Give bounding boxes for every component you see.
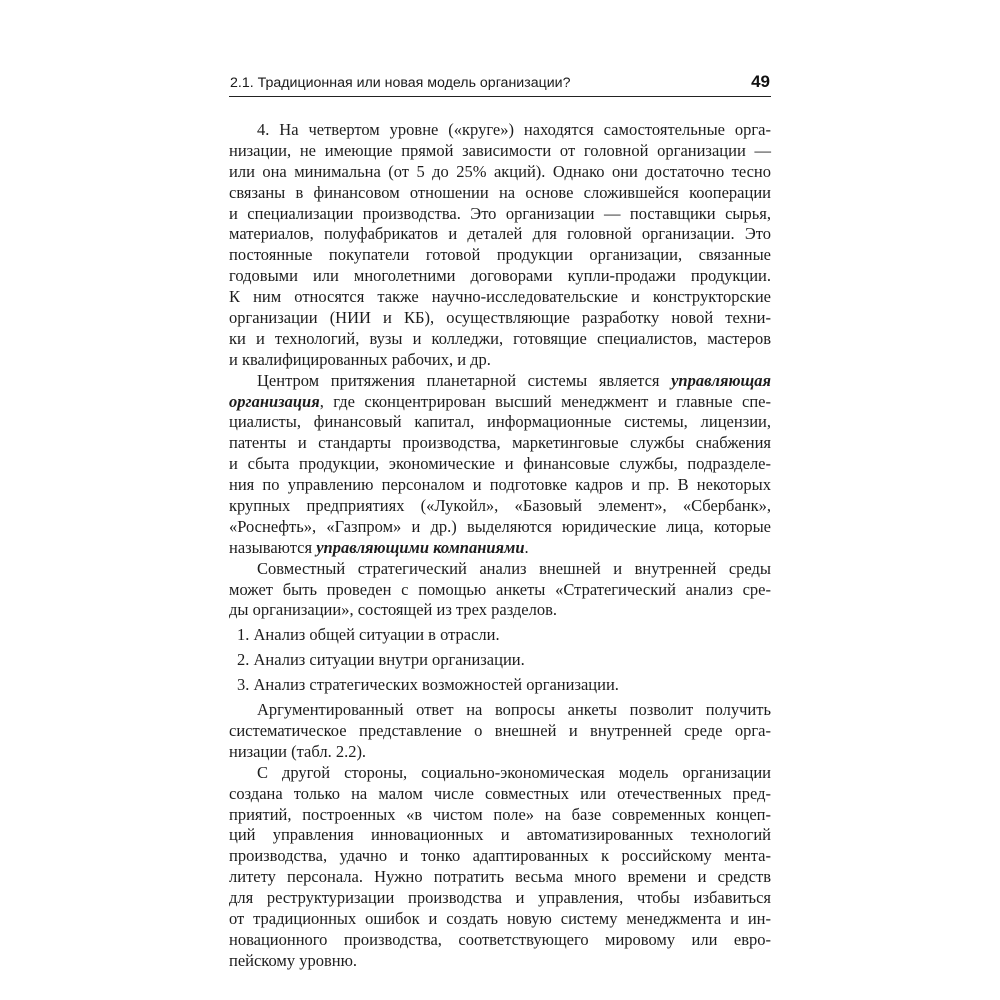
numbered-list bbox=[229, 625, 771, 696]
text-segment: . bbox=[524, 537, 529, 557]
text-line: и сбыта продукции, экономические и финансовые службы, подразделе- bbox=[229, 454, 771, 474]
text-line: крупных предприятиях («Лукойл», «Базовый элемент», «Сбербанк», bbox=[229, 496, 771, 516]
text-segment: Центром притяжения планетарной системы является bbox=[257, 370, 672, 390]
text-line: ды организации», состоящей из трех разделов. bbox=[229, 600, 558, 620]
text-segment: , где сконцентрирован высший менеджмент и главные спе- bbox=[319, 391, 771, 411]
text-line: ки и технологий, вузы и колледжи, готовящие специалистов, мастеров bbox=[229, 328, 771, 348]
running-header bbox=[229, 74, 771, 97]
text-line: циалисты, финансовый капитал, информационные системы, лицензии, bbox=[229, 412, 771, 432]
body-text bbox=[229, 120, 771, 972]
text-line: постоянные покупатели готовой продукции организации, связанные bbox=[229, 245, 771, 265]
paragraph-3 bbox=[229, 559, 771, 622]
text-line: материалов, полуфабрикатов и деталей для головной организации. Это bbox=[229, 224, 771, 244]
text-line: производства, удачно и тонко адаптированных к российскому мента- bbox=[229, 846, 771, 866]
page-number: 49 bbox=[751, 72, 770, 91]
text-line: от традиционных ошибок и создать новую систему менеджмента и ин- bbox=[229, 908, 771, 928]
text-line: может быть проведен с помощью анкеты «Стратегический анализ сре- bbox=[229, 579, 771, 599]
text-line: приятий, построенных «в чистом поле» на базе современных концеп- bbox=[229, 804, 771, 824]
paragraph-1 bbox=[229, 120, 771, 371]
emphasis-term: организация bbox=[229, 391, 320, 411]
text-line: патенты и стандарты производства, маркетинговые службы снабжения bbox=[229, 433, 771, 453]
text-line: Совместный стратегический анализ внешней и внутренней среды bbox=[257, 558, 771, 578]
paragraph-2 bbox=[229, 371, 771, 559]
emphasis-term: управляющая bbox=[671, 370, 771, 390]
text-line: организации (НИИ и КБ), осуществляющие разработку новой техни- bbox=[229, 308, 771, 328]
text-line: ций управления инновационных и автоматизированных технологий bbox=[229, 825, 771, 845]
text-line: низации, не имеющие прямой зависимости от головной организации — bbox=[229, 140, 771, 160]
text-line: создана только на малом числе совместных или отечественных пред- bbox=[229, 783, 771, 803]
text-line bbox=[229, 392, 771, 413]
text-line: 4. На четвертом уровне («круге») находятся самостоятельные орга- bbox=[257, 120, 771, 139]
text-line: К ним относятся также научно-исследовательские и конструкторские bbox=[229, 287, 771, 307]
list-item: 2. Анализ ситуации внутри организации. bbox=[237, 650, 525, 670]
text-line: ния по управлению персоналом и подготовке кадров и пр. В некоторых bbox=[229, 475, 771, 495]
text-line: и специализации производства. Это организации — поставщики сырья, bbox=[229, 203, 771, 223]
text-line: «Роснефть», «Газпром» и др.) выделяются юридические лица, которые bbox=[229, 516, 771, 536]
text-line: низации (табл. 2.2). bbox=[229, 741, 367, 761]
text-line: новационного производства, соответствующего мировому или евро- bbox=[229, 929, 771, 949]
list-item: 3. Анализ стратегических возможностей организации. bbox=[237, 675, 619, 695]
text-line: С другой стороны, социально-экономическая модель организации bbox=[257, 762, 771, 782]
text-line: Аргументированный ответ на вопросы анкеты позволит получить bbox=[257, 700, 771, 720]
chapter-title: 2.1. Традиционная или новая модель организации? bbox=[230, 75, 571, 91]
text-line bbox=[229, 371, 771, 392]
paragraph-4 bbox=[229, 700, 771, 763]
text-line: систематическое представление о внешней и внутренней среде орга- bbox=[229, 720, 771, 740]
text-line: литету персонала. Нужно потратить весьма много времени и средств bbox=[229, 867, 771, 887]
text-segment: называются bbox=[229, 537, 317, 557]
list-item: 1. Анализ общей ситуации в отрасли. bbox=[237, 625, 500, 645]
text-line: пейскому уровню. bbox=[229, 950, 358, 970]
text-line: связаны в финансовом отношении на основе сложившейся кооперации bbox=[229, 182, 771, 202]
text-line bbox=[229, 538, 771, 559]
text-line: или она минимальна (от 5 до 25% акций). Однако они достаточно тесно bbox=[229, 161, 771, 181]
text-line: для реструктуризации производства и управления, чтобы избавиться bbox=[229, 888, 771, 908]
emphasis-term: управляющими компаниями bbox=[316, 537, 525, 557]
paragraph-5 bbox=[229, 763, 771, 972]
text-line: годовыми или многолетними договорами купли-продажи продукции. bbox=[229, 266, 771, 286]
text-line: и квалифицированных рабочих, и др. bbox=[229, 349, 491, 369]
